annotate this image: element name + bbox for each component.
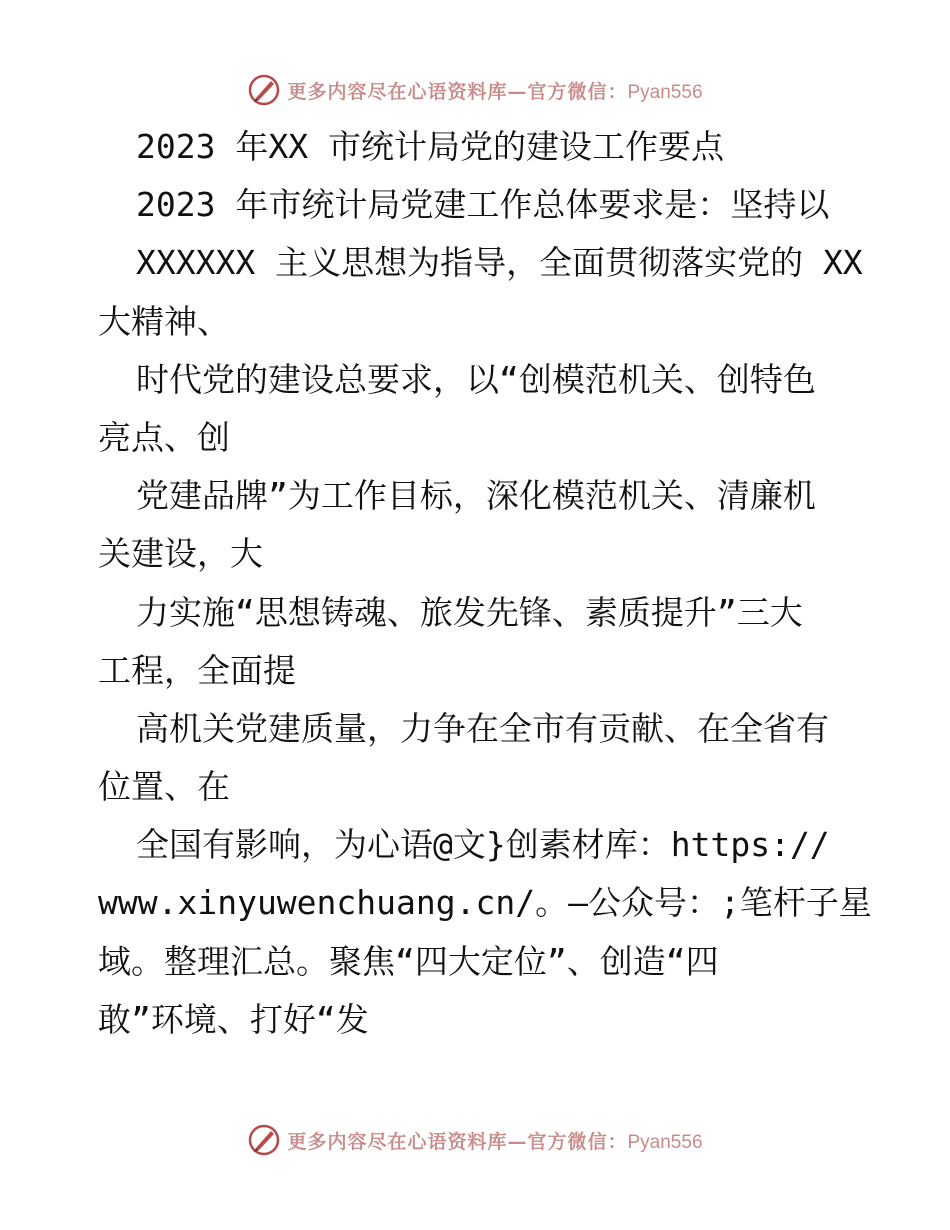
- text-line: 位置、在: [98, 767, 230, 807]
- text-line: 党建品牌”为工作目标，深化模范机关、清廉机: [136, 476, 816, 516]
- text-line: 关建设，大: [98, 534, 263, 574]
- banner-wechat-id: Pyan556: [627, 1131, 703, 1153]
- text-line: 2023 年市统计局党建工作总体要求是：坚持以: [136, 185, 830, 225]
- text-line: 亮点、创: [98, 417, 230, 457]
- text-line: 工程，全面提: [98, 650, 296, 690]
- quill-pen-logo-icon: [247, 73, 281, 107]
- banner-label: 更多内容尽在心语资料库—官方微信：: [287, 1130, 628, 1153]
- text-line: www.xinyuwenchuang.cn/。—公众号：;笔杆子星: [98, 883, 872, 923]
- banner-wechat-id: Pyan556: [627, 81, 703, 103]
- text-line: 高机关党建质量，力争在全市有贡献、在全省有: [136, 708, 829, 748]
- header-watermark-banner: [0, 70, 950, 110]
- text-line: 时代党的建设总要求，以“创模范机关、创特色: [136, 359, 816, 399]
- footer-watermark-banner: [0, 1120, 950, 1160]
- text-line: 域。整理汇总。聚焦“四大定位”、创造“四: [98, 941, 719, 981]
- banner-label: 更多内容尽在心语资料库—官方微信：: [287, 80, 628, 103]
- text-line: 敢”环境、打好“发: [98, 999, 369, 1039]
- banner-text: [287, 77, 702, 104]
- document-body: [98, 118, 872, 1049]
- text-line: 全国有影响，为心语@文}创素材库：https://: [136, 825, 830, 865]
- document-title: 2023 年XX 市统计局党的建设工作要点: [136, 127, 724, 166]
- text-line: XXXXXX 主义思想为指导，全面贯彻落实党的 XX: [136, 243, 863, 283]
- quill-pen-logo-icon: [247, 1123, 281, 1157]
- text-line: 大精神、: [98, 301, 230, 341]
- text-line: 力实施“思想铸魂、旅发先锋、素质提升”三大: [136, 592, 803, 632]
- banner-text: [287, 1127, 702, 1154]
